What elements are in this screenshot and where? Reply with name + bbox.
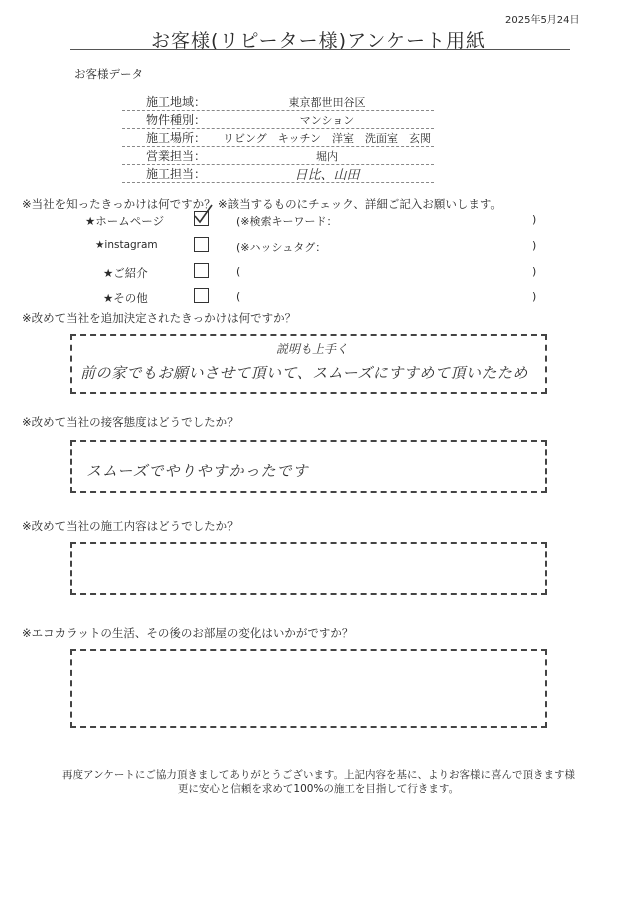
source-option-other-label: ★その他: [103, 291, 148, 305]
question-1-answer-text: 前の家でもお願いさせて頂いて、スムーズにすすめて頂いたため: [80, 364, 528, 382]
question-4-answer-box[interactable]: [70, 649, 547, 728]
location-value: リビング キッチン 洋室 洗面室 玄関: [222, 132, 431, 145]
question-1-answer-box[interactable]: [70, 334, 547, 394]
sales-rep-value: 堀内: [316, 150, 338, 163]
question-4-heading: ※エコカラットの生活、その後のお部屋の変化はいかがですか？: [22, 626, 354, 640]
customer-data-heading: お客様データ: [74, 67, 143, 81]
question-2-answer-box[interactable]: [70, 440, 547, 493]
footer-line-1: 再度アンケートにご協力頂きましてありがとうございます。上記内容を基に、よりお客様に喜んで頂きます様: [61, 769, 576, 781]
question-1-heading: ※改めて当社を追加決定されたきっかけは何ですか？: [22, 311, 297, 325]
question-3-answer-box[interactable]: [70, 542, 547, 595]
customer-row-property-type: [122, 110, 434, 129]
source-question-instruction: ※該当するものにチェック、詳細ご記入お願いします。: [218, 197, 502, 211]
customer-row-installer: [122, 164, 434, 183]
source-option-referral-detail: (: [236, 265, 241, 278]
footer-line-2: 更に安心と信頼を求めて100%の施工を目指して行きます。: [177, 783, 460, 795]
source-option-instagram-close: ): [532, 239, 537, 252]
source-option-referral-checkbox[interactable]: [194, 263, 209, 278]
survey-date: 2025年5月24日: [505, 15, 580, 26]
source-option-other-checkbox[interactable]: [194, 288, 209, 303]
source-option-instagram-label: ★instagram: [95, 239, 158, 251]
installer-value-handwritten: 日比、山田: [294, 168, 360, 183]
source-option-referral-close: ): [532, 265, 537, 278]
source-option-instagram-checkbox[interactable]: [194, 237, 209, 252]
source-option-homepage-close: ): [532, 213, 537, 226]
region-value: 東京都世田谷区: [288, 96, 366, 109]
page-title: お客様(リピーター様)アンケート用紙: [151, 30, 486, 52]
question-2-heading: ※改めて当社の接客態度はどうでしたか？: [22, 415, 239, 429]
sales-rep-label: 営業担当：: [146, 149, 207, 163]
source-option-other-close: ): [532, 290, 537, 303]
source-option-other-detail: (: [236, 290, 241, 303]
source-option-instagram-detail: (※ハッシュタグ：: [236, 241, 327, 254]
source-option-homepage-detail: (※検索キーワード：: [236, 215, 338, 228]
source-question-heading: ※当社を知ったきっかけは何ですか？: [22, 197, 216, 211]
installer-label: 施工担当：: [146, 167, 207, 181]
source-option-homepage-label: ★ホームページ: [85, 214, 165, 228]
customer-row-location: [122, 128, 434, 147]
question-2-answer-text: スムーズでやりやすかったです: [86, 462, 309, 480]
source-option-homepage-checkbox[interactable]: [194, 211, 209, 226]
question-3-heading: ※改めて当社の施工内容はどうでしたか？: [22, 519, 239, 533]
region-label: 施工地域：: [146, 95, 207, 109]
customer-row-sales-rep: [122, 146, 434, 165]
check-mark-icon: [193, 204, 215, 226]
source-option-referral-label: ★ご紹介: [103, 266, 148, 280]
question-1-answer-note: 説明も上手く: [276, 342, 349, 356]
title-underline-extension: [470, 49, 570, 50]
customer-row-region: [122, 92, 434, 111]
property-type-label: 物件種別：: [146, 113, 207, 127]
location-label: 施工場所：: [146, 131, 207, 145]
title-underline: [70, 49, 470, 50]
property-type-value: マンション: [299, 114, 355, 127]
